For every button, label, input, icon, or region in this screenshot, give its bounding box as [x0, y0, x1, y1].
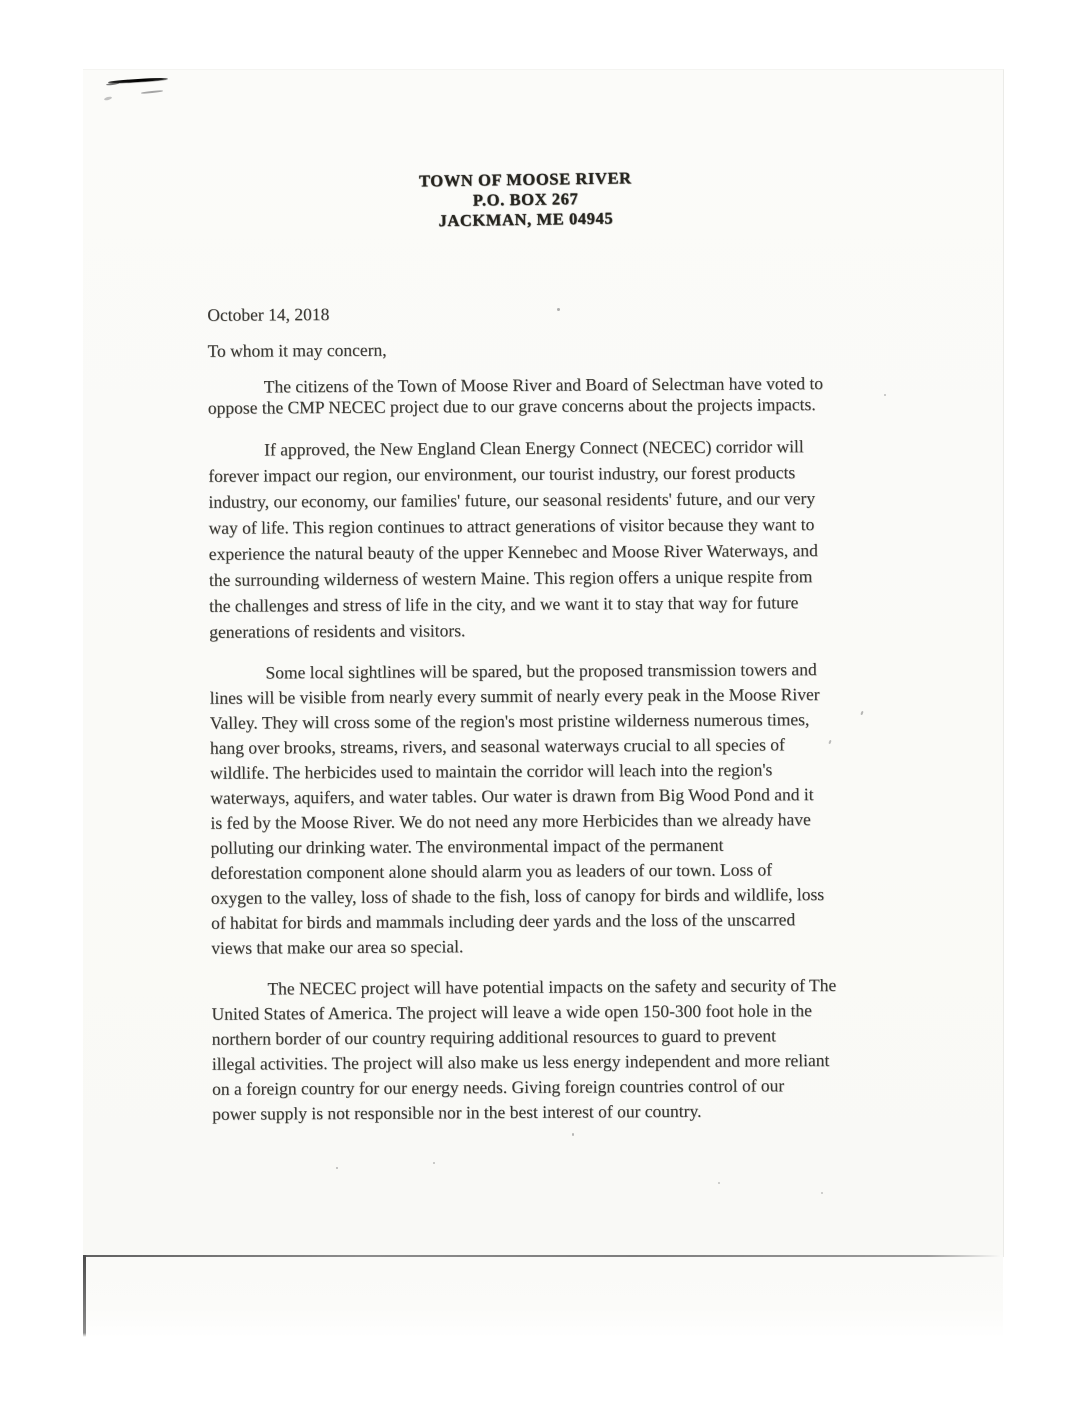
scan-speck	[572, 1133, 574, 1136]
text-line: northern border of our country requiring additional resources to guard to prevent	[211, 1025, 776, 1049]
text-line: oxygen to the valley, loss of shade to the fish, loss of canopy for birds and wildlife, loss	[210, 884, 825, 908]
text-line: on a foreign country for our energy needs. Giving foreign countries control of our	[211, 1075, 785, 1099]
scan-speck	[336, 1167, 338, 1169]
body-paragraph-2	[208, 432, 919, 644]
text-line: lines will be visible from nearly every summit of nearly every peak in the Moose River	[209, 684, 820, 708]
scan-speck	[884, 394, 886, 396]
text-line: is fed by the Moose River. We do not need any more Herbicides than we already have	[210, 809, 811, 833]
text-line: generations of residents and visitors.	[209, 620, 466, 642]
next-page-edge	[83, 1255, 1003, 1338]
scan-speck	[821, 1192, 823, 1194]
page-edge-horizontal-line	[83, 1255, 1001, 1257]
pen-stroke	[104, 96, 113, 101]
text-line: Some local sightlines will be spared, but the proposed transmission towers and	[265, 659, 817, 683]
letter-content	[80, 67, 1007, 1260]
text-line: The NECEC project will have potential impacts on the safety and security of The	[267, 974, 837, 999]
text-line: of habitat for birds and mammals including deer yards and the loss of the unscarred	[210, 909, 796, 933]
text-line: power supply is not responsible nor in the best interest of our country.	[212, 1100, 702, 1124]
text-line: hang over brooks, streams, rivers, and seasonal waterways crucial to all species of	[209, 734, 785, 758]
text-line: wildlife. The herbicides used to maintain the corridor will leach into the region's	[210, 759, 773, 783]
date-line: October 14, 2018	[207, 304, 330, 325]
letter-page	[83, 69, 1004, 1257]
text-line: way of life. This region continues to attract generations of visitor because they want to	[208, 514, 815, 538]
letterhead	[80, 163, 971, 236]
body-paragraph-3	[209, 656, 921, 960]
text-line: waterways, aquifers, and water tables. Our water is drawn from Big Wood Pond and it	[210, 784, 814, 808]
letterhead-line-1: TOWN OF MOOSE RIVER	[418, 168, 632, 191]
letterhead-line-3: JACKMAN, ME 04945	[438, 208, 614, 231]
pen-stroke	[106, 82, 119, 86]
text-line: deforestation component alone should alarm you as leaders of our town. Loss of	[210, 859, 773, 883]
text-line: polluting our drinking water. The environmental impact of the permanent	[210, 834, 724, 858]
text-line: United States of America. The project will leave a wide open 150-300 foot hole in the	[211, 1000, 812, 1024]
text-line: the challenges and stress of life in the city, and we want it to stay that way for future	[209, 592, 799, 616]
text-line: views that make our area so special.	[211, 936, 464, 958]
text-line: Valley. They will cross some of the region's most pristine wilderness numerous times,	[209, 709, 810, 733]
scan-speck	[718, 1182, 720, 1184]
body-paragraph-1	[208, 372, 918, 418]
pen-stroke	[141, 90, 163, 94]
body-paragraph-4	[211, 972, 922, 1126]
text-line: illegal activities. The project will also make us less energy independent and more reliant	[211, 1050, 830, 1074]
text-line: forever impact our region, our environment, our tourist industry, our forest products	[208, 462, 796, 486]
text-line: experience the natural beauty of the upper Kennebec and Moose River Waterways, and	[208, 540, 818, 564]
salutation: To whom it may concern,	[207, 339, 387, 361]
text-line: industry, our economy, our families' future, our seasonal residents' future, and our very	[208, 488, 816, 512]
pen-mark-artifact	[100, 72, 178, 104]
text-line: the surrounding wilderness of western Maine. This region offers a unique respite from	[208, 566, 813, 590]
scan-speck	[557, 308, 560, 311]
text-line: If approved, the New England Clean Energy Connect (NECEC) corridor will	[264, 436, 804, 460]
letterhead-line-2: P.O. BOX 267	[472, 189, 579, 210]
text-line: The citizens of the Town of Moose River and Board of Selectman have voted to	[263, 373, 824, 397]
text-line: oppose the CMP NECEC project due to our grave concerns about the projects impacts.	[207, 394, 816, 418]
page-edge-vertical-line	[83, 1255, 86, 1337]
scan-speck	[433, 1162, 435, 1164]
